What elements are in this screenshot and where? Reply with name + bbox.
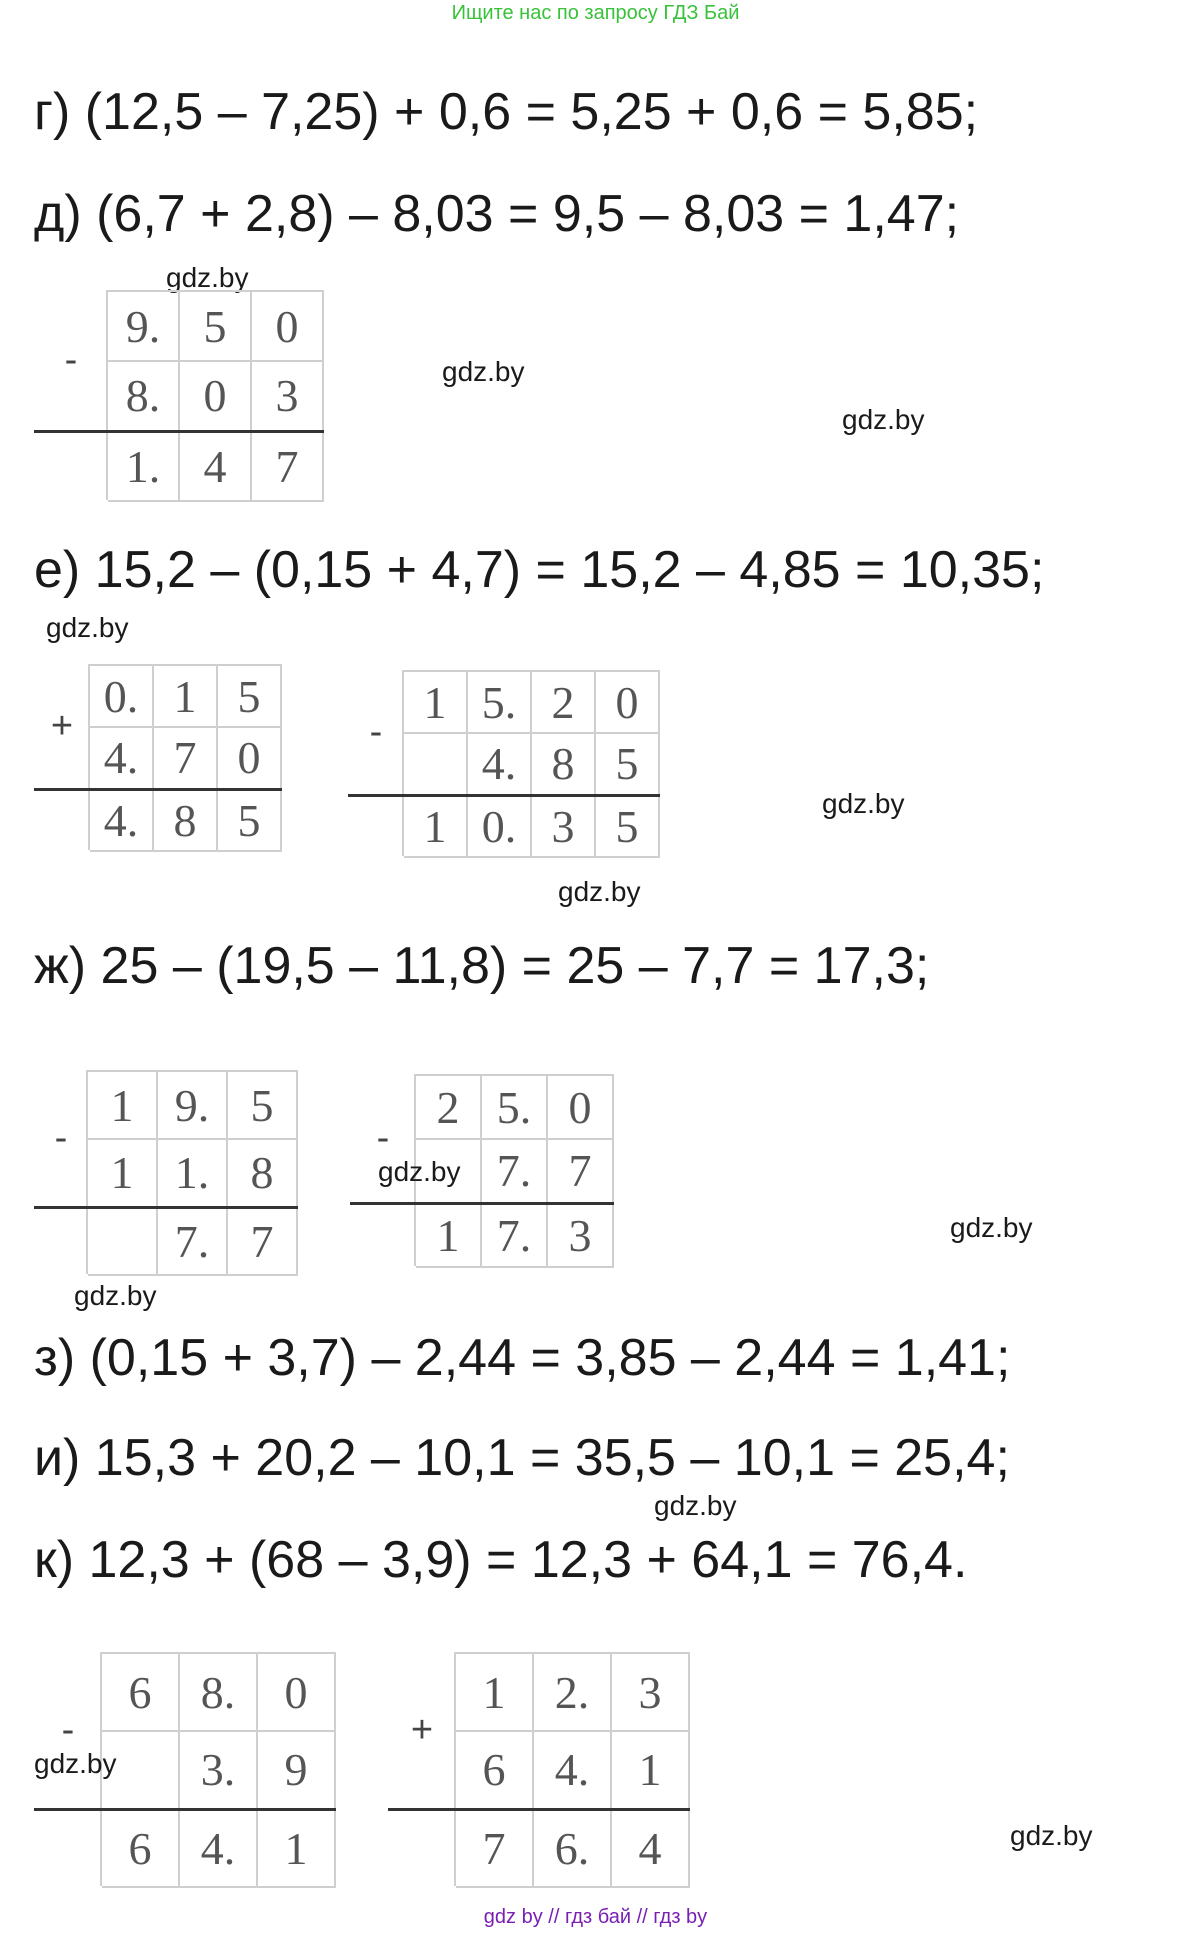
subtraction-table-e: [348, 670, 660, 858]
equation-zh: ж) 25 – (19,5 – 11,8) = 25 – 7,7 = 17,3;: [34, 937, 930, 995]
digit-cell: 6: [101, 1809, 179, 1887]
addition-table-e: [34, 664, 282, 852]
digit-cell: 6: [101, 1653, 179, 1731]
digit-cell: 9.: [107, 291, 179, 361]
digit-cell: 3: [251, 361, 323, 431]
watermark: gdz.by: [442, 356, 525, 387]
digit-cell: 3: [547, 1203, 613, 1267]
empty-cell: [351, 1203, 415, 1267]
digit-cell: 7: [227, 1207, 297, 1275]
digit-cell: 5.: [467, 671, 531, 733]
minus-sign: -: [35, 1071, 87, 1207]
digit-cell: 1.: [107, 431, 179, 501]
footer-links: gdz by // гдз бай // гдз by: [483, 1906, 708, 1928]
digit-cell: 0: [257, 1653, 335, 1731]
digit-cell: 3: [531, 795, 595, 857]
plus-sign: +: [389, 1653, 455, 1809]
digit-cell: 9: [257, 1731, 335, 1809]
digit-cell: 5.: [481, 1075, 547, 1139]
digit-cell: 5: [217, 665, 281, 727]
empty-cell: [35, 431, 107, 501]
digit-cell: 7: [251, 431, 323, 501]
digit-cell: 1: [455, 1653, 533, 1731]
plus-sign: +: [35, 665, 89, 789]
equation-z: з) (0,15 + 3,7) – 2,44 = 3,85 – 2,44 = 1,41;: [34, 1329, 1011, 1387]
watermark: gdz.by: [558, 876, 641, 907]
empty-cell: [35, 1809, 101, 1887]
empty-cell: [35, 789, 89, 851]
digit-cell: 0: [595, 671, 659, 733]
empty-cell: [349, 795, 403, 857]
equation-e: е) 15,2 – (0,15 + 4,7) = 15,2 – 4,85 = 10,35;: [34, 541, 1045, 599]
digit-cell: 0.: [89, 665, 153, 727]
digit-cell: 3: [611, 1653, 689, 1731]
digit-cell: 4.: [467, 733, 531, 795]
digit-cell: 4.: [533, 1731, 611, 1809]
digit-cell: 1: [611, 1731, 689, 1809]
watermark: gdz.by: [378, 1156, 461, 1187]
minus-sign: -: [351, 1075, 415, 1203]
digit-cell: 0.: [467, 795, 531, 857]
digit-cell: 1: [403, 671, 467, 733]
digit-cell: 5: [179, 291, 251, 361]
watermark: gdz.by: [1010, 1820, 1093, 1851]
digit-cell: 5: [217, 789, 281, 851]
digit-cell: 5: [227, 1071, 297, 1139]
digit-cell: 2: [531, 671, 595, 733]
digit-cell: 4.: [179, 1809, 257, 1887]
digit-cell: 4.: [89, 789, 153, 851]
addition-table-k: [388, 1652, 690, 1888]
digit-cell: 7.: [157, 1207, 227, 1275]
digit-cell: 1: [153, 665, 217, 727]
minus-sign: -: [35, 1653, 101, 1809]
watermark: gdz.by: [46, 612, 129, 643]
equation-d: д) (6,7 + 2,8) – 8,03 = 9,5 – 8,03 = 1,47;: [34, 185, 960, 243]
digit-cell: 5: [595, 795, 659, 857]
digit-cell: 8: [153, 789, 217, 851]
digit-cell: 7.: [481, 1139, 547, 1203]
digit-cell: 4: [179, 431, 251, 501]
digit-cell: 1: [257, 1809, 335, 1887]
digit-cell: 8: [531, 733, 595, 795]
subtraction-table-zh-1: [34, 1070, 298, 1276]
watermark: gdz.by: [842, 404, 925, 435]
digit-cell: 7: [547, 1139, 613, 1203]
digit-cell: 5: [595, 733, 659, 795]
digit-cell: [403, 733, 467, 795]
watermark: gdz.by: [166, 262, 249, 293]
top-banner: Ищите нас по запросу ГДЗ Бай: [451, 2, 740, 24]
watermark: gdz.by: [654, 1490, 737, 1521]
digit-cell: 1: [415, 1203, 481, 1267]
digit-cell: 8.: [107, 361, 179, 431]
digit-cell: 0: [547, 1075, 613, 1139]
digit-cell: 6: [455, 1731, 533, 1809]
empty-cell: [389, 1809, 455, 1887]
watermark: gdz.by: [74, 1280, 157, 1311]
digit-cell: 4.: [89, 727, 153, 789]
watermark: gdz.by: [34, 1748, 117, 1779]
empty-cell: [35, 1207, 87, 1275]
watermark: gdz.by: [950, 1212, 1033, 1243]
minus-sign: -: [349, 671, 403, 795]
digit-cell: 7: [455, 1809, 533, 1887]
digit-cell: 2.: [533, 1653, 611, 1731]
digit-cell: 1.: [157, 1139, 227, 1207]
digit-cell: 8.: [179, 1653, 257, 1731]
digit-cell: 7.: [481, 1203, 547, 1267]
digit-cell: 1: [87, 1139, 157, 1207]
digit-cell: 3.: [179, 1731, 257, 1809]
digit-cell: [87, 1207, 157, 1275]
digit-cell: 0: [251, 291, 323, 361]
digit-cell: 1: [87, 1071, 157, 1139]
digit-cell: 7: [153, 727, 217, 789]
digit-cell: 0: [217, 727, 281, 789]
digit-cell: 9.: [157, 1071, 227, 1139]
equation-k: к) 12,3 + (68 – 3,9) = 12,3 + 64,1 = 76,4.: [34, 1531, 968, 1589]
digit-cell: 0: [179, 361, 251, 431]
subtraction-table-d: [34, 290, 324, 502]
digit-cell: 6.: [533, 1809, 611, 1887]
equation-i: и) 15,3 + 20,2 – 10,1 = 35,5 – 10,1 = 25,4;: [34, 1429, 1010, 1487]
digit-cell: 1: [403, 795, 467, 857]
digit-cell: 2: [415, 1075, 481, 1139]
minus-sign: -: [35, 291, 107, 431]
equation-g: г) (12,5 – 7,25) + 0,6 = 5,25 + 0,6 = 5,85;: [34, 83, 979, 141]
watermark: gdz.by: [822, 788, 905, 819]
digit-cell: 4: [611, 1809, 689, 1887]
digit-cell: 8: [227, 1139, 297, 1207]
